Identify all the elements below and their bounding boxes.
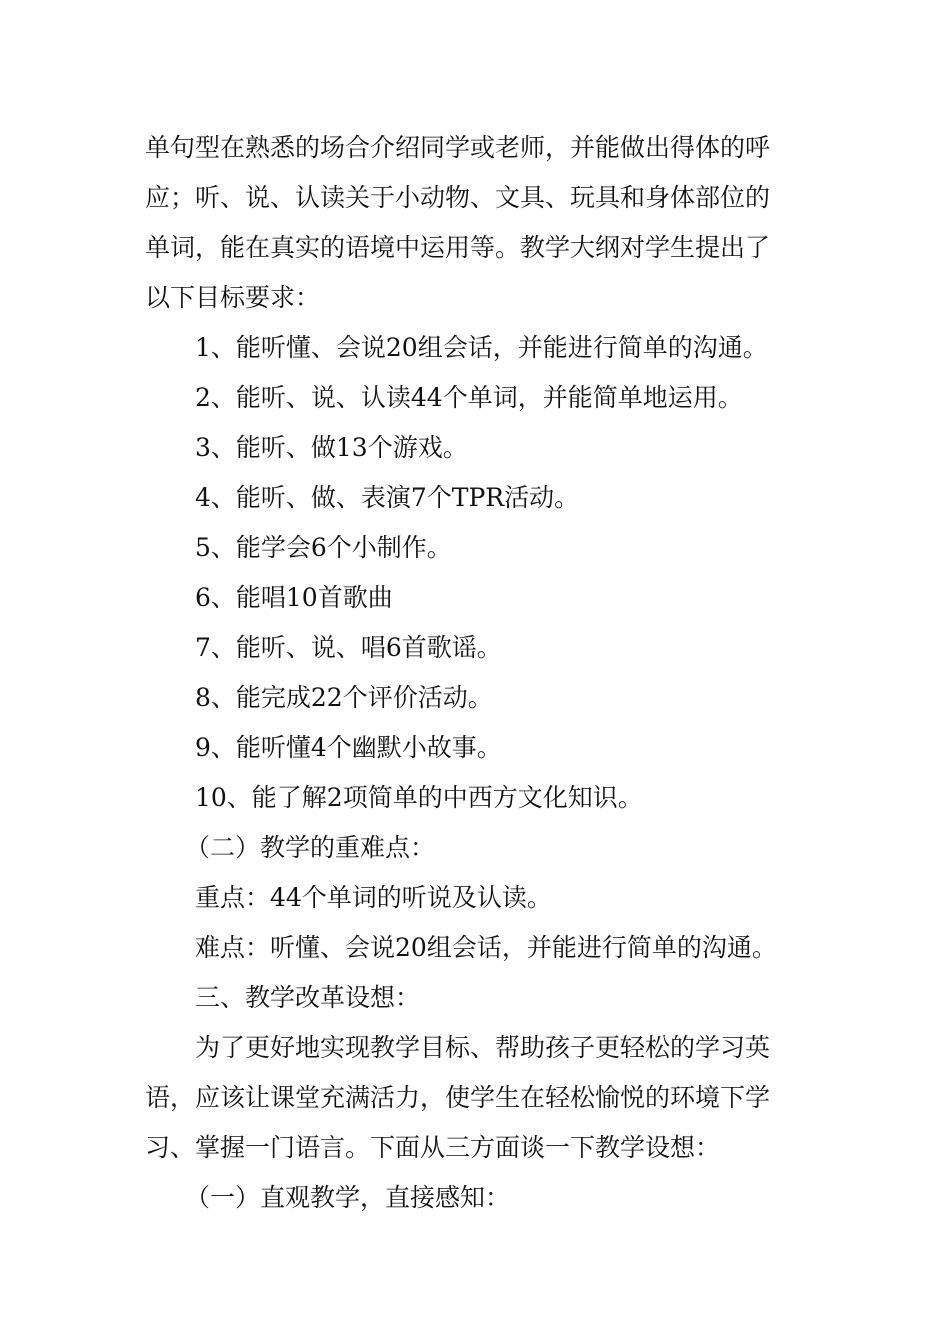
paragraph-line: 应；听、说、认读关于小动物、文具、玩具和身体部位的 — [145, 183, 771, 212]
difficult-point: 难点：听懂、会说20组会话，并能进行简单的沟通。 — [195, 933, 777, 962]
key-point: 重点：44个单词的听说及认读。 — [195, 883, 552, 912]
goal-item: 10、能了解2项简单的中西方文化知识。 — [195, 783, 643, 812]
goal-item: 4、能听、做、表演7个TPR活动。 — [195, 483, 580, 512]
goal-item: 9、能听懂4个幽默小故事。 — [195, 733, 502, 762]
paragraph-line: 单词，能在真实的语境中运用等。教学大纲对学生提出了 — [145, 233, 771, 262]
goal-item: 8、能完成22个评价活动。 — [195, 683, 493, 712]
goal-item: 3、能听、做13个游戏。 — [195, 433, 468, 462]
section-heading: （一）直观教学，直接感知： — [185, 1183, 511, 1212]
paragraph-line: 单句型在熟悉的场合介绍同学或老师，并能做出得体的呼 — [145, 133, 771, 162]
goal-item: 7、能听、说、唱6首歌谣。 — [195, 633, 502, 662]
section-heading: 三、教学改革设想： — [195, 983, 421, 1012]
goal-item: 2、能听、说、认读44个单词，并能简单地运用。 — [195, 383, 743, 412]
goal-item: 1、能听懂、会说20组会话，并能进行简单的沟通。 — [195, 333, 768, 362]
section-heading: （二）教学的重难点： — [185, 833, 436, 862]
paragraph-line: 习、掌握一门语言。下面从三方面谈一下教学设想： — [145, 1133, 721, 1162]
goal-item: 6、能唱10首歌曲 — [195, 583, 393, 612]
paragraph-line: 以下目标要求： — [145, 283, 321, 312]
goal-item: 5、能学会6个小制作。 — [195, 533, 452, 562]
paragraph-line: 语，应该让课堂充满活力，使学生在轻松愉悦的环境下学 — [145, 1083, 771, 1112]
paragraph-line: 为了更好地实现教学目标、帮助孩子更轻松的学习英 — [195, 1033, 771, 1062]
